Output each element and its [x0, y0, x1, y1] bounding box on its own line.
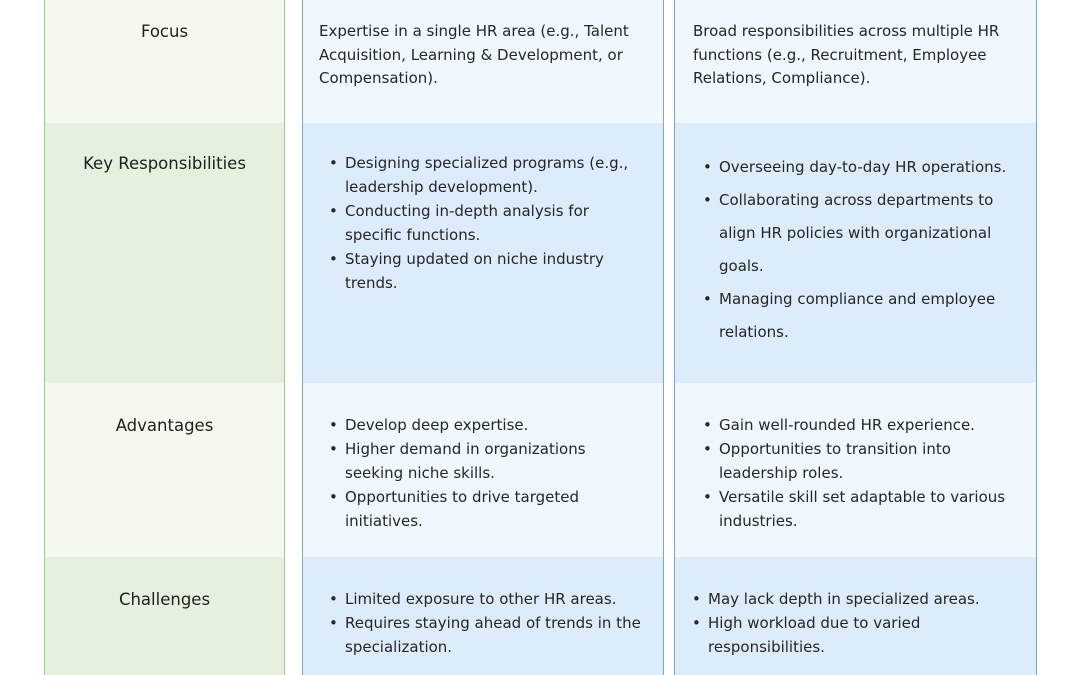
advantages-label-cell [45, 383, 284, 557]
list-item: • Overseeing day-to-day HR operations. [703, 151, 1018, 184]
focus-label-cell [45, 0, 284, 123]
generalist-focus-text: Broad responsibilities across multiple HR functions (e.g., Recruitment, Employee Relations, Compliance). [693, 22, 1000, 87]
responsibilities-label: Key Responsibilities [83, 154, 246, 173]
list-item: • Opportunities to transition into leadership roles. [703, 437, 1018, 485]
specialist-focus-text: Expertise in a single HR area (e.g., Talent Acquisition, Learning & Development, or Compensation). [319, 22, 629, 87]
list-item: • Managing compliance and employee relations. [703, 283, 1018, 349]
generalist-challenges-cell [675, 557, 1036, 675]
generalist-advantages-cell [675, 383, 1036, 557]
specialist-focus-cell [303, 0, 663, 123]
generalist-focus-cell [675, 0, 1036, 123]
specialist-challenges-list [329, 587, 647, 659]
specialist-responsibilities-list [329, 151, 647, 295]
list-item: • Gain well-rounded HR experience. [703, 413, 1018, 437]
list-item: • Collaborating across departments to align HR policies with organizational goals. [703, 184, 1018, 283]
generalist-responsibilities-list [703, 151, 1018, 349]
list-item: • May lack depth in specialized areas. [692, 587, 1018, 611]
list-item: • Requires staying ahead of trends in the specialization. [329, 611, 647, 659]
list-item: • Staying updated on niche industry trends. [329, 247, 647, 295]
list-item: • Conducting in-depth analysis for specific functions. [329, 199, 647, 247]
generalist-advantages-list [703, 413, 1018, 533]
generalist-challenges-list [692, 587, 1018, 659]
specialist-challenges-cell [303, 557, 663, 675]
specialist-advantages-list [329, 413, 647, 533]
generalist-column [674, 0, 1037, 675]
list-item: • Designing specialized programs (e.g., leadership development). [329, 151, 647, 199]
row-label-column [44, 0, 285, 675]
specialist-advantages-cell [303, 383, 663, 557]
challenges-label: Challenges [118, 590, 211, 609]
list-item: • Opportunities to drive targeted initiatives. [329, 485, 647, 533]
list-item: • Higher demand in organizations seeking niche skills. [329, 437, 647, 485]
generalist-responsibilities-cell [675, 123, 1036, 383]
list-item: • Limited exposure to other HR areas. [329, 587, 647, 611]
advantages-label: Advantages [115, 416, 214, 435]
focus-label: Focus [140, 22, 189, 41]
specialist-column [302, 0, 664, 675]
responsibilities-label-cell [45, 123, 284, 383]
specialist-responsibilities-cell [303, 123, 663, 383]
list-item: • High workload due to varied responsibilities. [692, 611, 1018, 659]
challenges-label-cell [45, 557, 284, 675]
list-item: • Versatile skill set adaptable to various industries. [703, 485, 1018, 533]
list-item: • Develop deep expertise. [329, 413, 647, 437]
